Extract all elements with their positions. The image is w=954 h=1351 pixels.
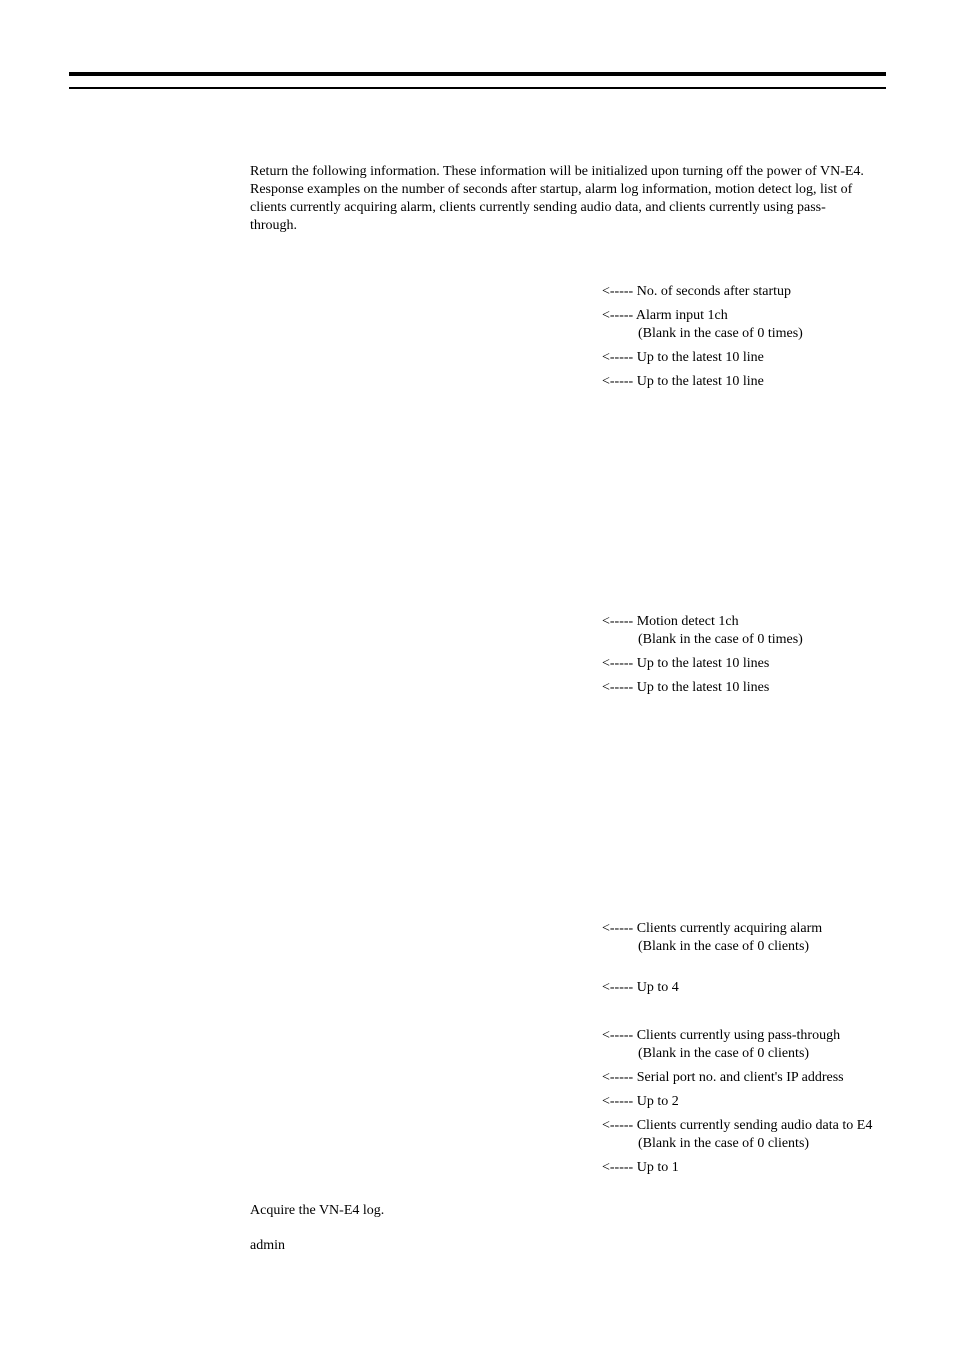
annotation-serial-port bbox=[602, 1069, 844, 1087]
annotation-alarm-input bbox=[602, 307, 803, 343]
intro-line: Response examples on the number of seconds after startup, alarm log information, motion detect log, list of bbox=[250, 182, 853, 197]
annotation-alarm-clients bbox=[602, 920, 822, 956]
annotation-main: <----- Up to 1 bbox=[602, 1160, 679, 1175]
annotation-main: <----- Clients currently using pass-through bbox=[602, 1028, 841, 1043]
annotation-main: <----- Clients currently sending audio data to E4 bbox=[602, 1118, 873, 1133]
annotation-alarm-clients-limit bbox=[602, 979, 679, 997]
annotation-pass-through-clients bbox=[602, 1027, 840, 1063]
intro-line: Return the following information. These information will be initialized upon turning off the power of VN-E4. bbox=[250, 164, 864, 179]
annotation-motion-detect bbox=[602, 613, 803, 649]
annotation-main: <----- Up to the latest 10 line bbox=[602, 374, 764, 389]
description-text: Acquire the VN-E4 log. bbox=[250, 1203, 385, 1218]
annotation-main: <----- Up to 2 bbox=[602, 1094, 679, 1109]
annotation-audio-clients-limit bbox=[602, 1159, 679, 1177]
access-level-text: admin bbox=[250, 1238, 285, 1253]
annotation-sub: (Blank in the case of 0 times) bbox=[638, 632, 803, 647]
annotation-main: <----- Serial port no. and client's IP address bbox=[602, 1070, 844, 1085]
annotation-main: <----- Clients currently acquiring alarm bbox=[602, 921, 823, 936]
annotation-main: <----- Alarm input 1ch bbox=[602, 308, 728, 323]
annotation-audio-clients bbox=[602, 1117, 872, 1153]
annotation-main: <----- Motion detect 1ch bbox=[602, 614, 739, 629]
intro-paragraph bbox=[250, 163, 890, 235]
annotation-main: <----- Up to the latest 10 line bbox=[602, 350, 764, 365]
annotation-main: <----- Up to the latest 10 lines bbox=[602, 656, 770, 671]
annotation-pass-through-limit bbox=[602, 1093, 679, 1111]
annotation-sub: (Blank in the case of 0 clients) bbox=[638, 1046, 810, 1061]
annotation-sub: (Blank in the case of 0 clients) bbox=[638, 939, 810, 954]
annotation-motion-limit-2 bbox=[602, 679, 769, 697]
annotation-main: <----- Up to the latest 10 lines bbox=[602, 680, 770, 695]
annotation-motion-limit-1 bbox=[602, 655, 769, 673]
annotation-sub: (Blank in the case of 0 clients) bbox=[638, 1136, 810, 1151]
annotation-main: <----- Up to 4 bbox=[602, 980, 679, 995]
header-rule-thick bbox=[69, 72, 886, 76]
annotation-sub: (Blank in the case of 0 times) bbox=[638, 326, 803, 341]
annotation-main: <----- No. of seconds after startup bbox=[602, 284, 792, 299]
intro-line: through. bbox=[250, 218, 298, 233]
annotation-alarm-limit-1 bbox=[602, 349, 764, 367]
intro-line: clients currently acquiring alarm, clients currently sending audio data, and clients currently using pass- bbox=[250, 200, 826, 215]
header-rule-thin bbox=[69, 87, 886, 89]
annotation-alarm-limit-2 bbox=[602, 373, 764, 391]
annotation-seconds-after-startup bbox=[602, 283, 791, 301]
